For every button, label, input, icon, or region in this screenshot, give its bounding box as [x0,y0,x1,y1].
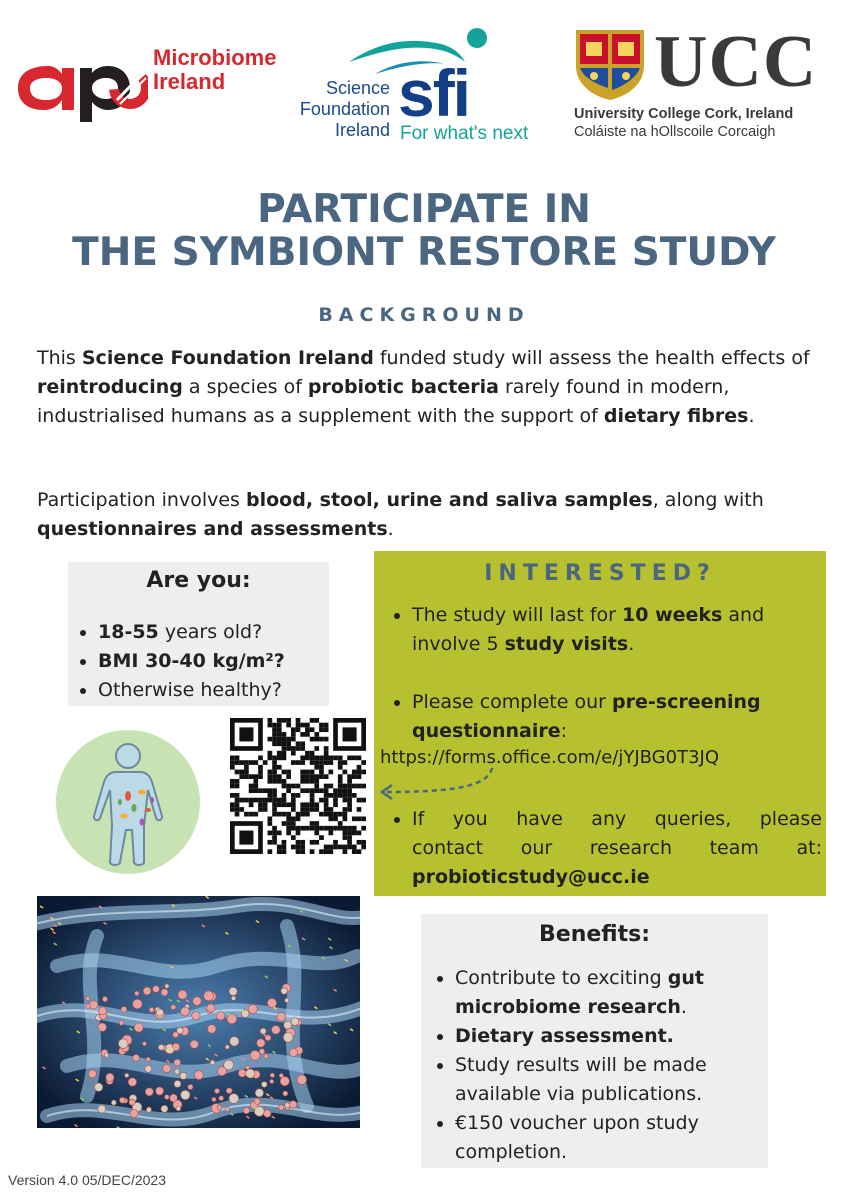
bold-text: pre-screening questionnaire [412,691,761,742]
ucc-wordmark: UCC [654,21,818,103]
ucc-crest-icon [572,26,648,102]
text-run: Otherwise healthy? [98,679,282,701]
contact-line1: If you have any queries, please [412,808,822,830]
questionnaire-link[interactable]: https://forms.office.com/e/jYJBG0T3JQ [380,747,720,768]
sfi-words-line1: Science [325,78,390,98]
are-you-box [68,562,329,706]
bold-text: Dietary assessment. [455,1025,674,1047]
text-run: a species of [182,376,308,398]
list-item [433,1109,763,1167]
text-run: rarely found in modern, industrialised humans as a supplement with the support of [37,376,730,427]
benefits-box [421,914,768,1168]
list-item [76,647,326,676]
bold-text: blood, stool, urine and saliva samples [246,489,653,511]
list-item [390,601,822,659]
benefits-list [433,964,763,1167]
text-run: . [748,405,755,427]
list-item [76,618,326,647]
qr-code[interactable] [230,716,366,856]
benefits-title: Benefits: [539,922,650,947]
page-title-line2: THE SYMBIONT RESTORE STUDY [72,230,776,275]
bold-text: 18-55 [98,621,159,643]
gut-microbiome-image [37,896,360,1128]
interested-title: INTERESTED? [484,561,716,586]
sfi-mark: sfi [398,56,470,130]
contact-email-link[interactable]: probioticstudy@ucc.ie [412,866,650,888]
text-run: . [628,633,635,655]
ucc-subtitle-en: University College Cork, Ireland [574,106,794,122]
bold-text: BMI 30-40 kg/m²? [98,650,285,672]
version-label: Version 4.0 05/DEC/2023 [8,1172,166,1188]
text-run: The study will last for [412,604,623,626]
page-title-line1: PARTICIPATE IN [257,187,591,232]
apc-microbiome-logo [12,40,302,120]
contact-list [390,805,822,892]
text-run: . [680,996,687,1018]
list-item [433,964,763,1022]
are-you-title: Are you: [146,568,251,593]
text-run: funded study will assess the health effects of [373,347,810,369]
text-run: Participation involves [37,489,246,511]
sfi-words-line2: Foundation [299,99,390,119]
bold-text: study visits [504,633,629,655]
dashed-arrow-left-icon [376,766,496,806]
text-run: and involve 5 [412,604,765,655]
text-run: Study results will be made available via publications. [455,1054,707,1105]
bold-text: 10 weeks [622,604,723,626]
interested-list [390,601,822,746]
text-run: , along with [652,489,764,511]
text-run: years old? [158,621,263,643]
human-body-microbiome-icon [56,730,200,874]
bold-text: questionnaires and assessments [37,518,388,540]
background-paragraph-2 [37,486,817,544]
interested-box [374,551,826,896]
sfi-tagline: For what's next [400,123,529,144]
text-run: : [560,720,568,742]
apc-mark-icon [12,44,148,124]
sfi-logo [285,22,550,147]
background-heading: BACKGROUND [318,304,530,326]
contact-line2: contact our research team at: [412,837,822,859]
bold-text: Science Foundation Ireland [81,347,374,369]
background-paragraph-1 [37,344,817,431]
bold-text: dietary fibres [603,405,749,427]
text-run: . [387,518,394,540]
bold-text: gut microbiome research [455,967,704,1018]
apc-logo-line2: Ireland [153,69,226,94]
bold-text: reintroducing [37,376,183,398]
ucc-subtitle-ga: Coláiste na hOllscoile Corcaigh [574,124,776,140]
list-item [76,676,326,705]
apc-logo-line1: Microbiome [153,45,277,70]
text-run: Please complete our [412,691,613,713]
ucc-logo [572,21,822,146]
text-run: Contribute to exciting [455,967,668,989]
list-item [433,1022,763,1051]
list-item [390,688,822,746]
eligibility-list [76,618,326,705]
sfi-words-line3: Ireland [334,120,390,140]
text-run: €150 voucher upon study completion. [455,1112,699,1163]
text-run: This [37,347,82,369]
page-title [0,188,848,274]
bold-text: probiotic bacteria [307,376,499,398]
list-item [390,805,822,892]
list-item [433,1051,763,1109]
